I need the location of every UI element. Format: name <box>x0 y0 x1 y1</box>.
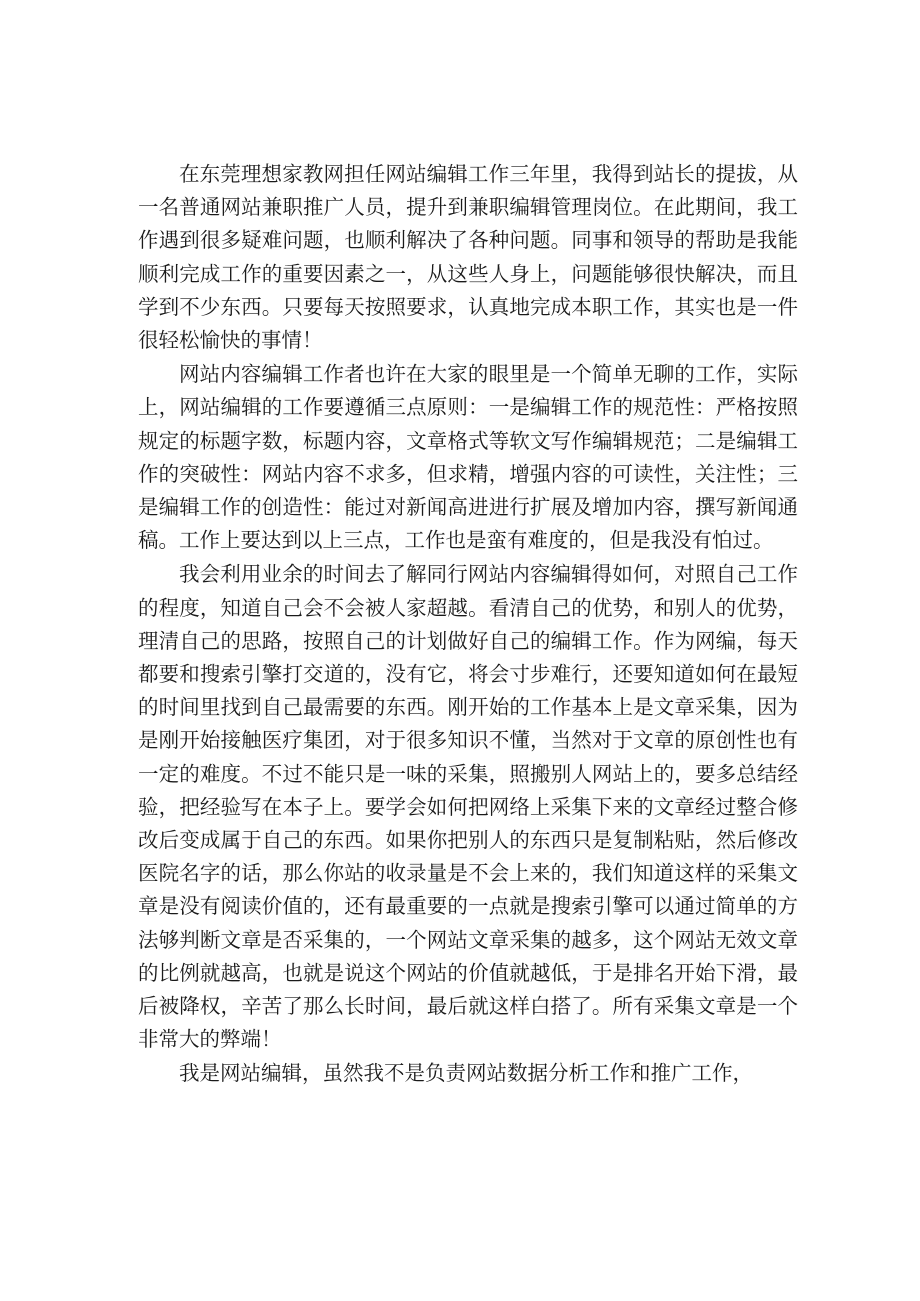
paragraph-4: 我是网站编辑，虽然我不是负责网站数据分析工作和推广工作， <box>179 1061 753 1086</box>
document-body <box>138 158 798 1092</box>
paragraph-2: 网站内容编辑工作者也许在大家的眼里是一个简单无聊的工作，实际上，网站编辑的工作要遵循三点原则：一是编辑工作的规范性：严格按照规定的标题字数，标题内容，文章格式等软文写作编辑规范；二是编辑工作的突破性：网站内容不求多，但求精，增强内容的可读性，关注性；三是编辑工作的创造性：能过对新闻高进进行扩展及增加内容，撰写新闻通稿。工作上要达到以上三点，工作也是蛮有难度的，但是我没有怕过。 <box>138 362 798 553</box>
paragraph-3: 我会利用业余的时间去了解同行网站内容编辑得如何，对照自己工作的程度，知道自己会不会被人家超越。看清自己的优势，和别人的优势，理清自己的思路，按照自己的计划做好自己的编辑工作。作为网编，每天都要和搜索引擎打交道的，没有它，将会寸步难行，还要知道如何在最短的时间里找到自己最需要的东西。刚开始的工作基本上是文章采集，因为是刚开始接触医疗集团，对于很多知识不懂，当然对于文章的原创性也有一定的难度。不过不能只是一味的采集，照搬别人网站上的，要多总结经验，把经验写在本子上。要学会如何把网络上采集下来的文章经过整合修改后变成属于自己的东西。如果你把别人的东西只是复制粘贴，然后修改医院名字的话，那么你站的收录量是不会上来的，我们知道这样的采集文章是没有阅读价值的，还有最重要的一点就是搜索引擎可以通过简单的方法够判断文章是否采集的，一个网站文章采集的越多，这个网站无效文章的比例就越高，也就是说这个网站的价值就越低，于是排名开始下滑，最后被降权，辛苦了那么长时间，最后就这样白搭了。所有采集文章是一个非常大的弊端！ <box>138 562 798 1052</box>
paragraph-1: 在东莞理想家教网担任网站编辑工作三年里，我得到站长的提拔，从一名普通网站兼职推广人员，提升到兼职编辑管理岗位。在此期间，我工作遇到很多疑难问题，也顺利解决了各种问题。同事和领导的帮助是我能顺利完成工作的重要因素之一，从这些人身上，问题能够很快解决，而且学到不少东西。只要每天按照要求，认真地完成本职工作，其实也是一件很轻松愉快的事情！ <box>138 162 798 353</box>
